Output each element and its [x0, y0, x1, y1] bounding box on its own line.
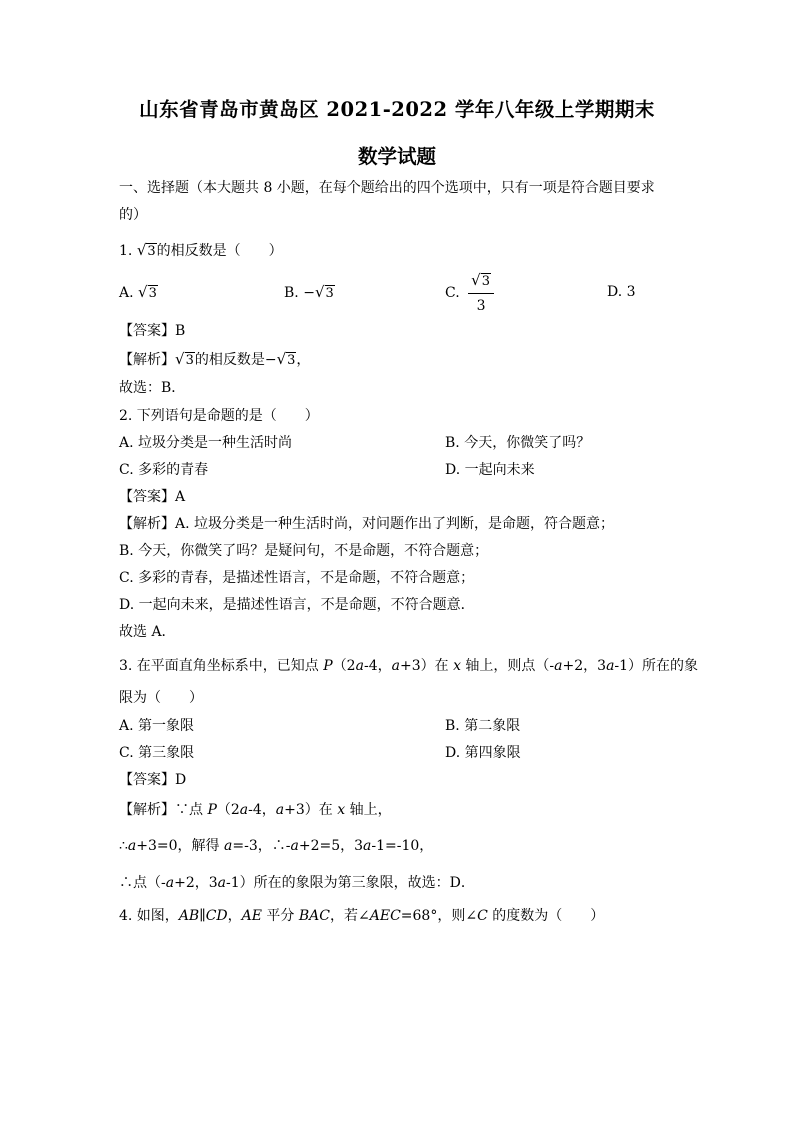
q1-conclusion: 故选：B．	[119, 380, 186, 396]
q3-option-b: B. 第二象限	[445, 718, 521, 734]
option-label: B.	[284, 285, 299, 301]
q1-option-b	[284, 282, 335, 304]
q2-stem: 2. 下列语句是命题的是（ ）	[119, 408, 319, 424]
q3-option-a: A. 第一象限	[119, 718, 195, 734]
q2-analysis-1: 【解析】A. 垃圾分类是一种生活时尚，对问题作出了判断，是命题，符合题意；	[119, 516, 615, 532]
q3-stem-cont: 限为（ ）	[119, 690, 203, 706]
option-label: C.	[445, 285, 460, 301]
page-title: 山东省青岛市黄岛区 2021-2022 学年八年级上学期期末	[139, 98, 655, 121]
radicand: 3	[287, 353, 296, 368]
option-label: A.	[119, 285, 134, 301]
fraction-numerator: √3	[468, 270, 494, 294]
q1-analysis	[119, 349, 310, 371]
q1-option-d: D. 3	[607, 284, 636, 300]
q3-answer: 【答案】D	[119, 772, 187, 788]
sqrt-expression: √3	[138, 283, 157, 301]
q2-analysis-2: B. 今天，你微笑了吗？是疑问句，不是命题，不符合题意；	[119, 543, 489, 559]
analysis-label: 【解析】	[119, 352, 175, 368]
q2-analysis-4: D. 一起向未来，是描述性语言，不是命题，不符合题意．	[119, 597, 475, 613]
q2-option-d: D. 一起向未来	[445, 462, 535, 478]
sqrt-expression: √3	[276, 350, 296, 368]
q3-option-d: D. 第四象限	[445, 745, 521, 761]
q1-option-a	[119, 282, 158, 304]
q1-option-c	[445, 270, 494, 316]
q2-conclusion: 故选 A．	[119, 624, 176, 640]
q3-analysis-3: ∴点（-a+2，3a-1）所在的象限为第三象限，故选：D．	[119, 875, 475, 891]
section-heading: 一、选择题（本大题共 8 小题，在每个题给出的四个选项中，只有一项是符合题目要求	[119, 180, 655, 196]
radicand: 3	[147, 244, 156, 259]
q3-stem: 3. 在平面直角坐标系中，已知点 P（2a-4，a+3）在 x 轴上，则点（-a+2，3a-1）所在的象	[119, 658, 699, 674]
minus-sign: −	[303, 285, 315, 301]
radicand: 3	[148, 286, 157, 301]
q3-analysis-1: 【解析】∵点 P（2a-4，a+3）在 x 轴上，	[119, 802, 392, 818]
radicand: 3	[481, 274, 490, 289]
analysis-text: 的相反数是	[194, 352, 265, 368]
q2-option-a: A. 垃圾分类是一种生活时尚	[119, 435, 293, 451]
fraction-denominator: 3	[476, 298, 486, 314]
q1-answer: 【答案】B	[119, 323, 186, 339]
q2-option-b: B. 今天，你微笑了吗？	[445, 435, 591, 451]
q1-stem-text: 的相反数是（ ）	[156, 243, 283, 259]
sqrt-expression: √3	[314, 283, 334, 301]
page-subtitle: 数学试题	[357, 145, 436, 168]
radicand: 3	[325, 286, 334, 301]
fraction	[468, 270, 494, 316]
section-heading-cont: 的）	[119, 207, 147, 223]
q1-stem	[119, 240, 283, 262]
q3-option-c: C. 第三象限	[119, 745, 195, 761]
analysis-text: ，	[296, 352, 311, 368]
q2-answer: 【答案】A	[119, 489, 186, 505]
q2-option-c: C. 多彩的青春	[119, 462, 209, 478]
q3-analysis-2: ∴a+3=0，解得 a=-3，∴-a+2=5，3a-1=-10，	[119, 838, 434, 854]
radicand: 3	[185, 353, 194, 368]
q2-analysis-3: C. 多彩的青春，是描述性语言，不是命题，不符合题意；	[119, 570, 475, 586]
sqrt-expression: √3	[175, 350, 194, 368]
q1-number: 1.	[119, 243, 133, 259]
sqrt-expression: √3	[136, 241, 156, 259]
minus-sign: −	[264, 352, 277, 368]
q4-stem: 4. 如图，AB∥CD，AE 平分 BAC，若∠AEC=68°，则∠C 的度数为（ ）	[119, 908, 605, 924]
